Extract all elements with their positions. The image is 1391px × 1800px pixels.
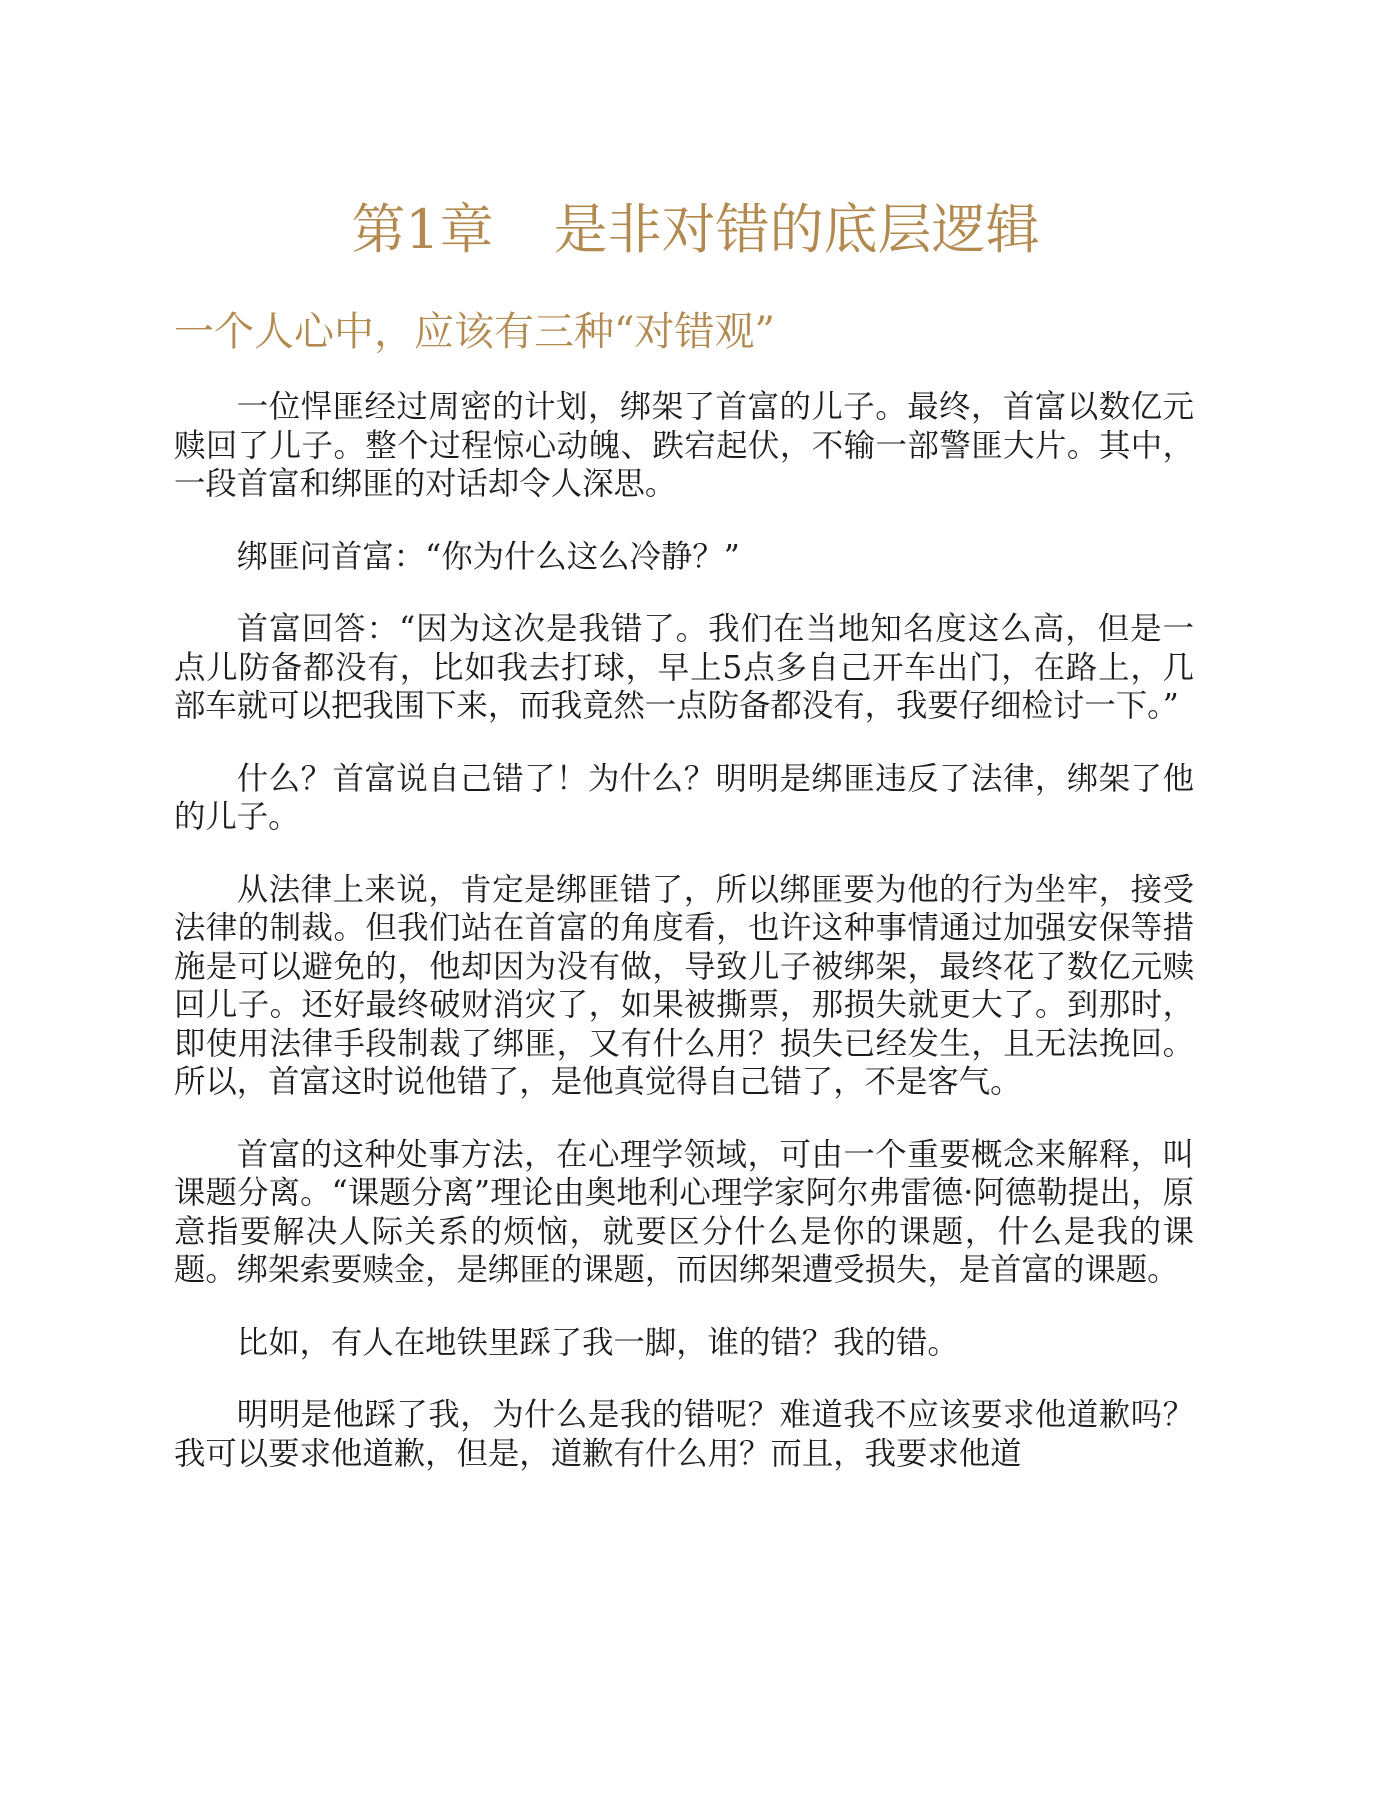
chapter-title xyxy=(0,198,1391,262)
paragraph: 明明是他踩了我，为什么是我的错呢？难道我不应该要求他道歉吗？我可以要求他道歉，但是，道歉有什么用？而且，我要求他道 xyxy=(174,1397,1194,1472)
chapter-number: 第1章 xyxy=(351,198,494,261)
section-title: 一个人心中，应该有三种“对错观” xyxy=(174,309,775,355)
chapter-name: 是非对错的底层逻辑 xyxy=(553,198,1040,261)
paragraph: 绑匪问首富：“你为什么这么冷静？” xyxy=(236,538,740,575)
paragraph: 一位悍匪经过周密的计划，绑架了首富的儿子。最终，首富以数亿元赎回了儿子。整个过程惊心动魄、跌宕起伏，不输一部警匪大片。其中，一段首富和绑匪的对话却令人深思。 xyxy=(174,389,1194,502)
paragraph: 比如，有人在地铁里踩了我一脚，谁的错？我的错。 xyxy=(236,1324,959,1361)
paragraph: 首富的这种处事方法，在心理学领域，可由一个重要概念来解释，叫课题分离。“课题分离”理论由奥地利心理学家阿尔弗雷德·阿德勒提出，原意指要解决人际关系的烦恼，就要区分什么是你的课题，什么是我的课题。绑架索要赎金，是绑匪的课题，而因绑架遭受损失，是首富的课题。 xyxy=(174,1136,1194,1288)
paragraph: 什么？首富说自己错了！为什么？明明是绑匪违反了法律，绑架了他的儿子。 xyxy=(174,760,1194,835)
body-text xyxy=(174,388,1194,1507)
paragraph: 首富回答：“因为这次是我错了。我们在当地知名度这么高，但是一点儿防备都没有，比如我去打球，早上5点多自己开车出门，在路上，几部车就可以把我围下来，而我竟然一点防备都没有，我要仔细检讨一下。” xyxy=(174,611,1194,724)
paragraph: 从法律上来说，肯定是绑匪错了，所以绑匪要为他的行为坐牢，接受法律的制裁。但我们站在首富的角度看，也许这种事情通过加强安保等措施是可以避免的，他却因为没有做，导致儿子被绑架，最终花了数亿元赎回儿子。还好最终破财消灾了，如果被撕票，那损失就更大了。到那时，即使用法律手段制裁了绑匪，又有什么用？损失已经发生，且无法挽回。所以，首富这时说他错了，是他真觉得自己错了，不是客气。 xyxy=(174,871,1194,1100)
